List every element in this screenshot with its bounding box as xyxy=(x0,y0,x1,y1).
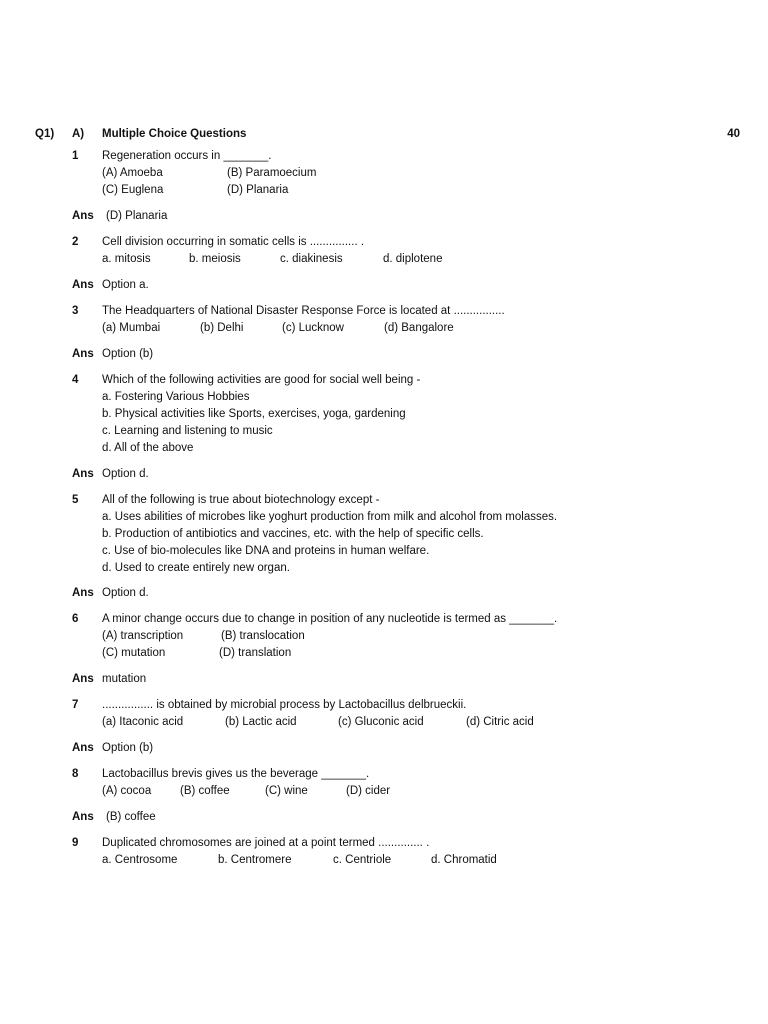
option: (c) Gluconic acid xyxy=(338,716,424,728)
answer-label: Ans xyxy=(72,468,94,480)
option: (D) Planaria xyxy=(227,184,289,196)
option: (c) Lucknow xyxy=(282,322,344,334)
question-text: Lactobacillus brevis gives us the beverage _______. xyxy=(102,768,370,780)
option-row xyxy=(0,645,768,662)
option: b. Production of antibiotics and vaccines, etc. with the help of specific cells. xyxy=(102,528,484,540)
option: (b) Delhi xyxy=(200,322,244,334)
answer-label: Ans xyxy=(72,673,94,685)
option: a. Fostering Various Hobbies xyxy=(102,391,250,403)
answer-label: Ans xyxy=(72,210,94,222)
question-text: Duplicated chromosomes are joined at a point termed .............. . xyxy=(102,837,430,849)
option: b. Centromere xyxy=(218,854,292,866)
option: (b) Lactic acid xyxy=(225,716,297,728)
option: a. Centrosome xyxy=(102,854,178,866)
answer-label: Ans xyxy=(72,348,94,360)
option: c. Learning and listening to music xyxy=(102,425,273,437)
answer-text: Option (b) xyxy=(102,348,154,360)
marks: 40 xyxy=(727,128,740,140)
question-text: The Headquarters of National Disaster Response Force is located at ................ xyxy=(102,305,505,317)
option: (B) Paramoecium xyxy=(227,167,317,179)
option: (D) cider xyxy=(346,785,391,797)
answer-text: Option d. xyxy=(102,468,149,480)
question-label: Q1) xyxy=(35,128,55,140)
option: c. diakinesis xyxy=(280,253,343,265)
answer-text: (D) Planaria xyxy=(106,210,168,222)
question-number: 1 xyxy=(72,150,79,162)
option: b. meiosis xyxy=(189,253,241,265)
option: d. diplotene xyxy=(383,253,443,265)
option-row xyxy=(0,714,768,731)
section-header xyxy=(0,126,768,143)
section-title: Multiple Choice Questions xyxy=(102,128,247,140)
question-number: 5 xyxy=(72,494,79,506)
question-number: 7 xyxy=(72,699,79,711)
option-row xyxy=(0,165,768,182)
answer-text: Option d. xyxy=(102,587,149,599)
question-number: 6 xyxy=(72,613,79,625)
option: d. Used to create entirely new organ. xyxy=(102,562,290,574)
option-row xyxy=(0,251,768,268)
option-row xyxy=(0,783,768,800)
option-row xyxy=(0,628,768,645)
answer-text: Option a. xyxy=(102,279,149,291)
answer-text: mutation xyxy=(102,673,147,685)
question-text: ................ is obtained by microbial process by Lactobacillus delbrueckii. xyxy=(102,699,467,711)
answer-label: Ans xyxy=(72,742,94,754)
option: (D) translation xyxy=(219,647,292,659)
option: (d) Citric acid xyxy=(466,716,534,728)
option: (d) Bangalore xyxy=(384,322,454,334)
option-row xyxy=(0,320,768,337)
option: (a) Mumbai xyxy=(102,322,161,334)
option: c. Use of bio-molecules like DNA and proteins in human welfare. xyxy=(102,545,430,557)
option: c. Centriole xyxy=(333,854,392,866)
question-number: 3 xyxy=(72,305,79,317)
option: (a) Itaconic acid xyxy=(102,716,184,728)
question-number: 9 xyxy=(72,837,79,849)
option: b. Physical activities like Sports, exercises, yoga, gardening xyxy=(102,408,406,420)
question-number: 8 xyxy=(72,768,79,780)
question-text: All of the following is true about biotechnology except - xyxy=(102,494,380,506)
answer-text: (B) coffee xyxy=(106,811,156,823)
option-row xyxy=(0,182,768,199)
question-text: Cell division occurring in somatic cells is ............... . xyxy=(102,236,365,248)
option: d. All of the above xyxy=(102,442,194,454)
option: (B) translocation xyxy=(221,630,305,642)
answer-label: Ans xyxy=(72,811,94,823)
answer-text: Option (b) xyxy=(102,742,154,754)
question-number: 2 xyxy=(72,236,79,248)
option: (A) transcription xyxy=(102,630,184,642)
answer-label: Ans xyxy=(72,587,94,599)
option: (B) coffee xyxy=(180,785,230,797)
section-label: A) xyxy=(72,128,85,140)
option: a. Uses abilities of microbes like yoghurt production from milk and alcohol from molasses. xyxy=(102,511,558,523)
question-text: Which of the following activities are good for social well being - xyxy=(102,374,421,386)
question-text: A minor change occurs due to change in position of any nucleotide is termed as _______. xyxy=(102,613,558,625)
option: (A) cocoa xyxy=(102,785,152,797)
question-number: 4 xyxy=(72,374,79,386)
option: (C) Euglena xyxy=(102,184,164,196)
option-row xyxy=(0,852,768,869)
option: (C) mutation xyxy=(102,647,166,659)
option: d. Chromatid xyxy=(431,854,497,866)
answer-label: Ans xyxy=(72,279,94,291)
option: a. mitosis xyxy=(102,253,151,265)
question-text: Regeneration occurs in _______. xyxy=(102,150,272,162)
option: (A) Amoeba xyxy=(102,167,163,179)
option: (C) wine xyxy=(265,785,308,797)
